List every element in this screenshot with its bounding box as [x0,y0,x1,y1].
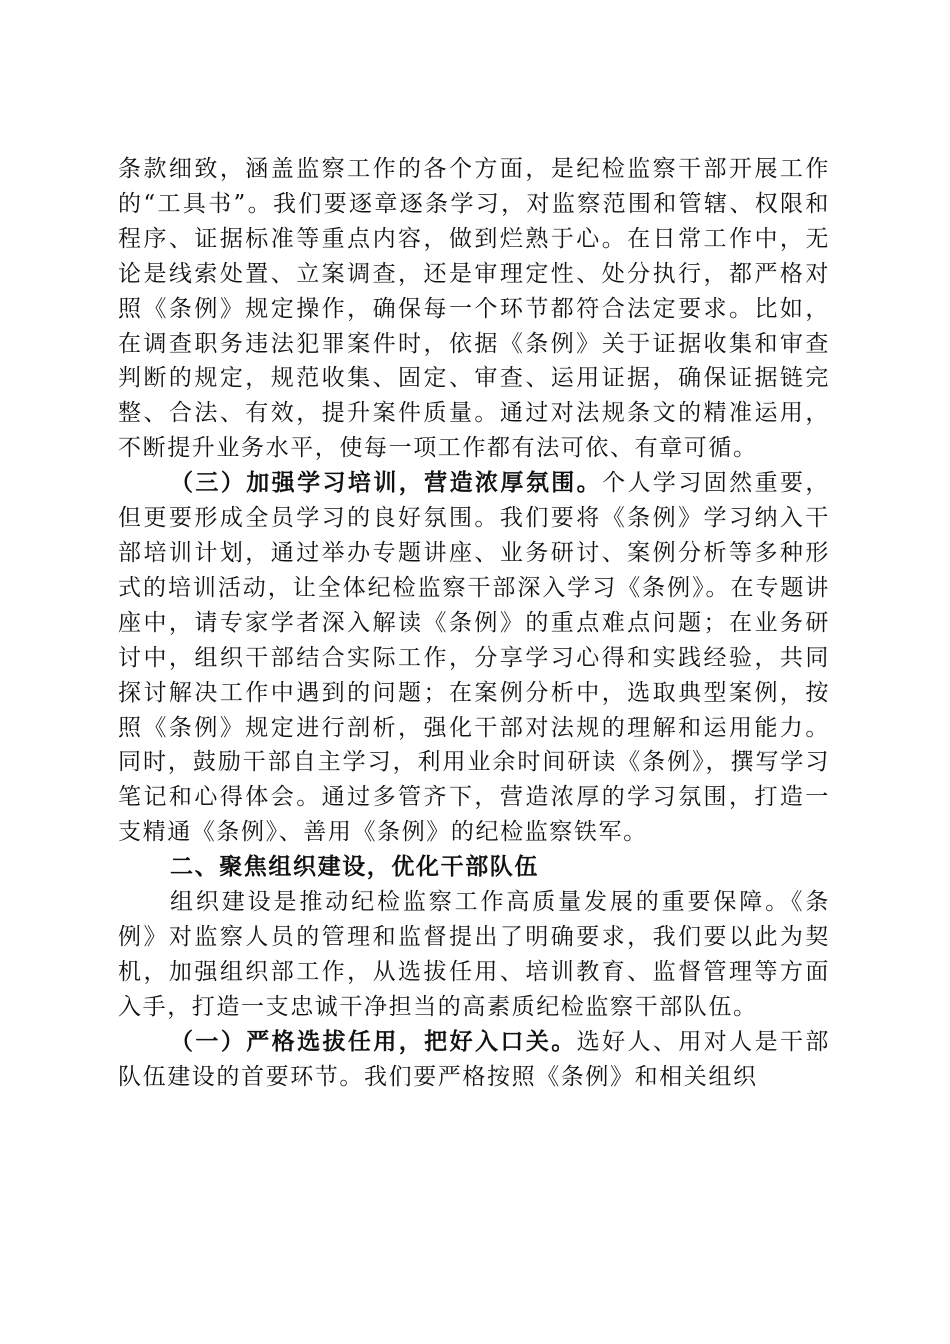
paragraph-continuation [118,152,830,466]
paragraph-organization [118,885,830,1025]
document-body [118,152,830,1094]
paragraph-text: 条款细致，涵盖监察工作的各个方面，是纪检监察干部开展工作的“工具书”。我们要逐章逐条学习，对监察范围和管辖、权限和程序、证据标准等重点内容，做到烂熟于心。在日常工作中，无论是线索处置、立案调查，还是审理定性、处分执行，都严格对照《条例》规定操作，确保每一个环节都符合法定要求。比如，在调查职务违法犯罪案件时，依据《条例》关于证据收集和审查判断的规定，规范收集、固定、审查、运用证据，确保证据链完整、合法、有效，提升案件质量。通过对法规条文的精准运用，不断提升业务水平，使每一项工作都有法可依、有章可循。 [118,156,830,462]
paragraph-text: 个人学习固然重要，但更要形成全员学习的良好氛围。我们要将《条例》学习纳入干部培训计划，通过举办专题讲座、业务研讨、案例分析等多种形式的培训活动，让全体纪检监察干部深入学习《条例》。在专题讲座中，请专家学者深入解读《条例》的重点难点问题；在业务研讨中，组织干部结合实际工作，分享学习心得和实践经验，共同探讨解决工作中遇到的问题；在案例分析中，选取典型案例，按照《条例》规定进行剖析，强化干部对法规的理解和运用能力。同时，鼓励干部自主学习，利用业余时间研读《条例》，撰写学习笔记和心得体会。通过多管齐下，营造浓厚的学习氛围，打造一支精通《条例》、善用《条例》的纪检监察铁军。 [118,470,831,846]
paragraph-lead: （三）加强学习培训，营造浓厚氛围。 [170,470,603,497]
paragraph-lead: （一）严格选拔任用，把好入口关。 [170,1028,577,1055]
section-heading: 二、聚焦组织建设，优化干部队伍 [170,854,539,881]
paragraph-study-training [118,466,830,850]
paragraph-selection [118,1025,830,1095]
paragraph-text: 组织建设是推动纪检监察工作高质量发展的重要保障。《条例》对监察人员的管理和监督提出了明确要求，我们要以此为契机，加强组织部工作，从选拔任用、培训教育、监督管理等方面入手，打造一支忠诚干净担当的高素质纪检监察干部队伍。 [118,889,830,1020]
paragraph-text: 选好人、用对人是干部队伍建设的首要环节。我们要严格按照《条例》和相关组织 [118,1028,830,1090]
